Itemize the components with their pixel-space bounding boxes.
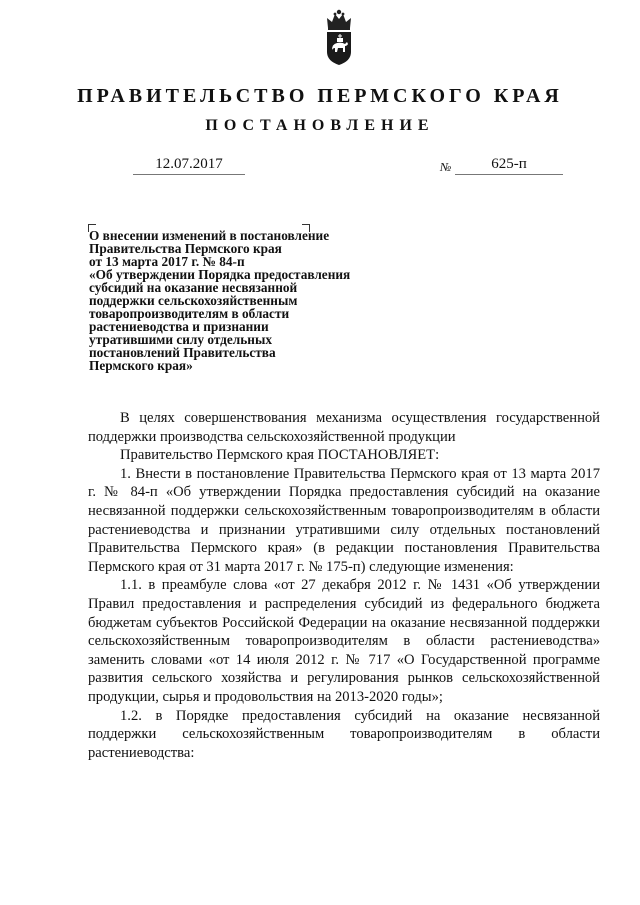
subject-line: Правительства Пермского края — [89, 241, 282, 256]
document-subject — [89, 229, 389, 372]
government-title: ПРАВИТЕЛЬСТВО ПЕРМСКОГО КРАЯ — [77, 85, 563, 107]
subject-line: Пермского края» — [89, 358, 193, 373]
document-type: ПОСТАНОВЛЕНИЕ — [205, 117, 435, 134]
subject-line: утратившими силу отдельных — [89, 332, 272, 347]
perm-krai-coat-of-arms-icon — [323, 8, 355, 66]
document-body — [88, 409, 600, 762]
subject-line: субсидий на оказание несвязанной — [89, 280, 298, 295]
document-date: 12.07.2017 — [133, 154, 245, 175]
item-1-paragraph: 1. Внести в постановление Правительства Пермского края от 13 марта 2017 г. № 84-п «Об утверждении Порядка предоставления субсидий на оказание несвязанной поддержки сельскохозяйственным товаропроизводителям в области растениеводства и признании утратившими силу отдельных постановлений Правительства Пермского края» (в редакции постановления Правительства Пермского края от 31 марта 2017 г. № 175-п) следующие изменения: — [88, 465, 600, 575]
subject-line: от 13 марта 2017 г. № 84-п — [89, 254, 245, 269]
subject-line: «Об утверждении Порядка предоставления — [89, 267, 351, 282]
preamble-paragraph: В целях совершенствования механизма осуществления государственной поддержки производства сельскохозяйственной продукции — [88, 410, 600, 445]
subject-line: растениеводства и признании — [89, 319, 269, 334]
subject-line: О внесении изменений в постановление — [89, 228, 330, 243]
subject-line: постановлений Правительства — [89, 345, 276, 360]
number-sign: № — [440, 160, 452, 174]
resolution-paragraph: Правительство Пермского края ПОСТАНОВЛЯЕТ: — [120, 447, 440, 464]
item-1-2-paragraph: 1.2. в Порядке предоставления субсидий на оказание несвязанной поддержки сельскохозяйственным товаропроизводителям в области растениеводства: — [88, 707, 600, 761]
document-number: 625-п — [455, 154, 563, 175]
item-1-1-paragraph: 1.1. в преамбуле слова «от 27 декабря 2012 г. № 1431 «Об утверждении Правил предоставления и распределения субсидий из федерального бюджета бюджетам субъектов Российской Федерации на оказание несвязанной поддержки сельскохозяйственным товаропроизводителям в области растениеводства» заменить словами «от 14 июля 2012 г. № 717 «О Государственной программе развития сельского хозяйства и регулирования рынков сельскохозяйственной продукции, сырья и продовольствия на 2013-2020 годы»; — [88, 577, 600, 705]
subject-line: поддержки сельскохозяйственным — [89, 293, 298, 308]
subject-line: товаропроизводителям в области — [89, 306, 290, 321]
